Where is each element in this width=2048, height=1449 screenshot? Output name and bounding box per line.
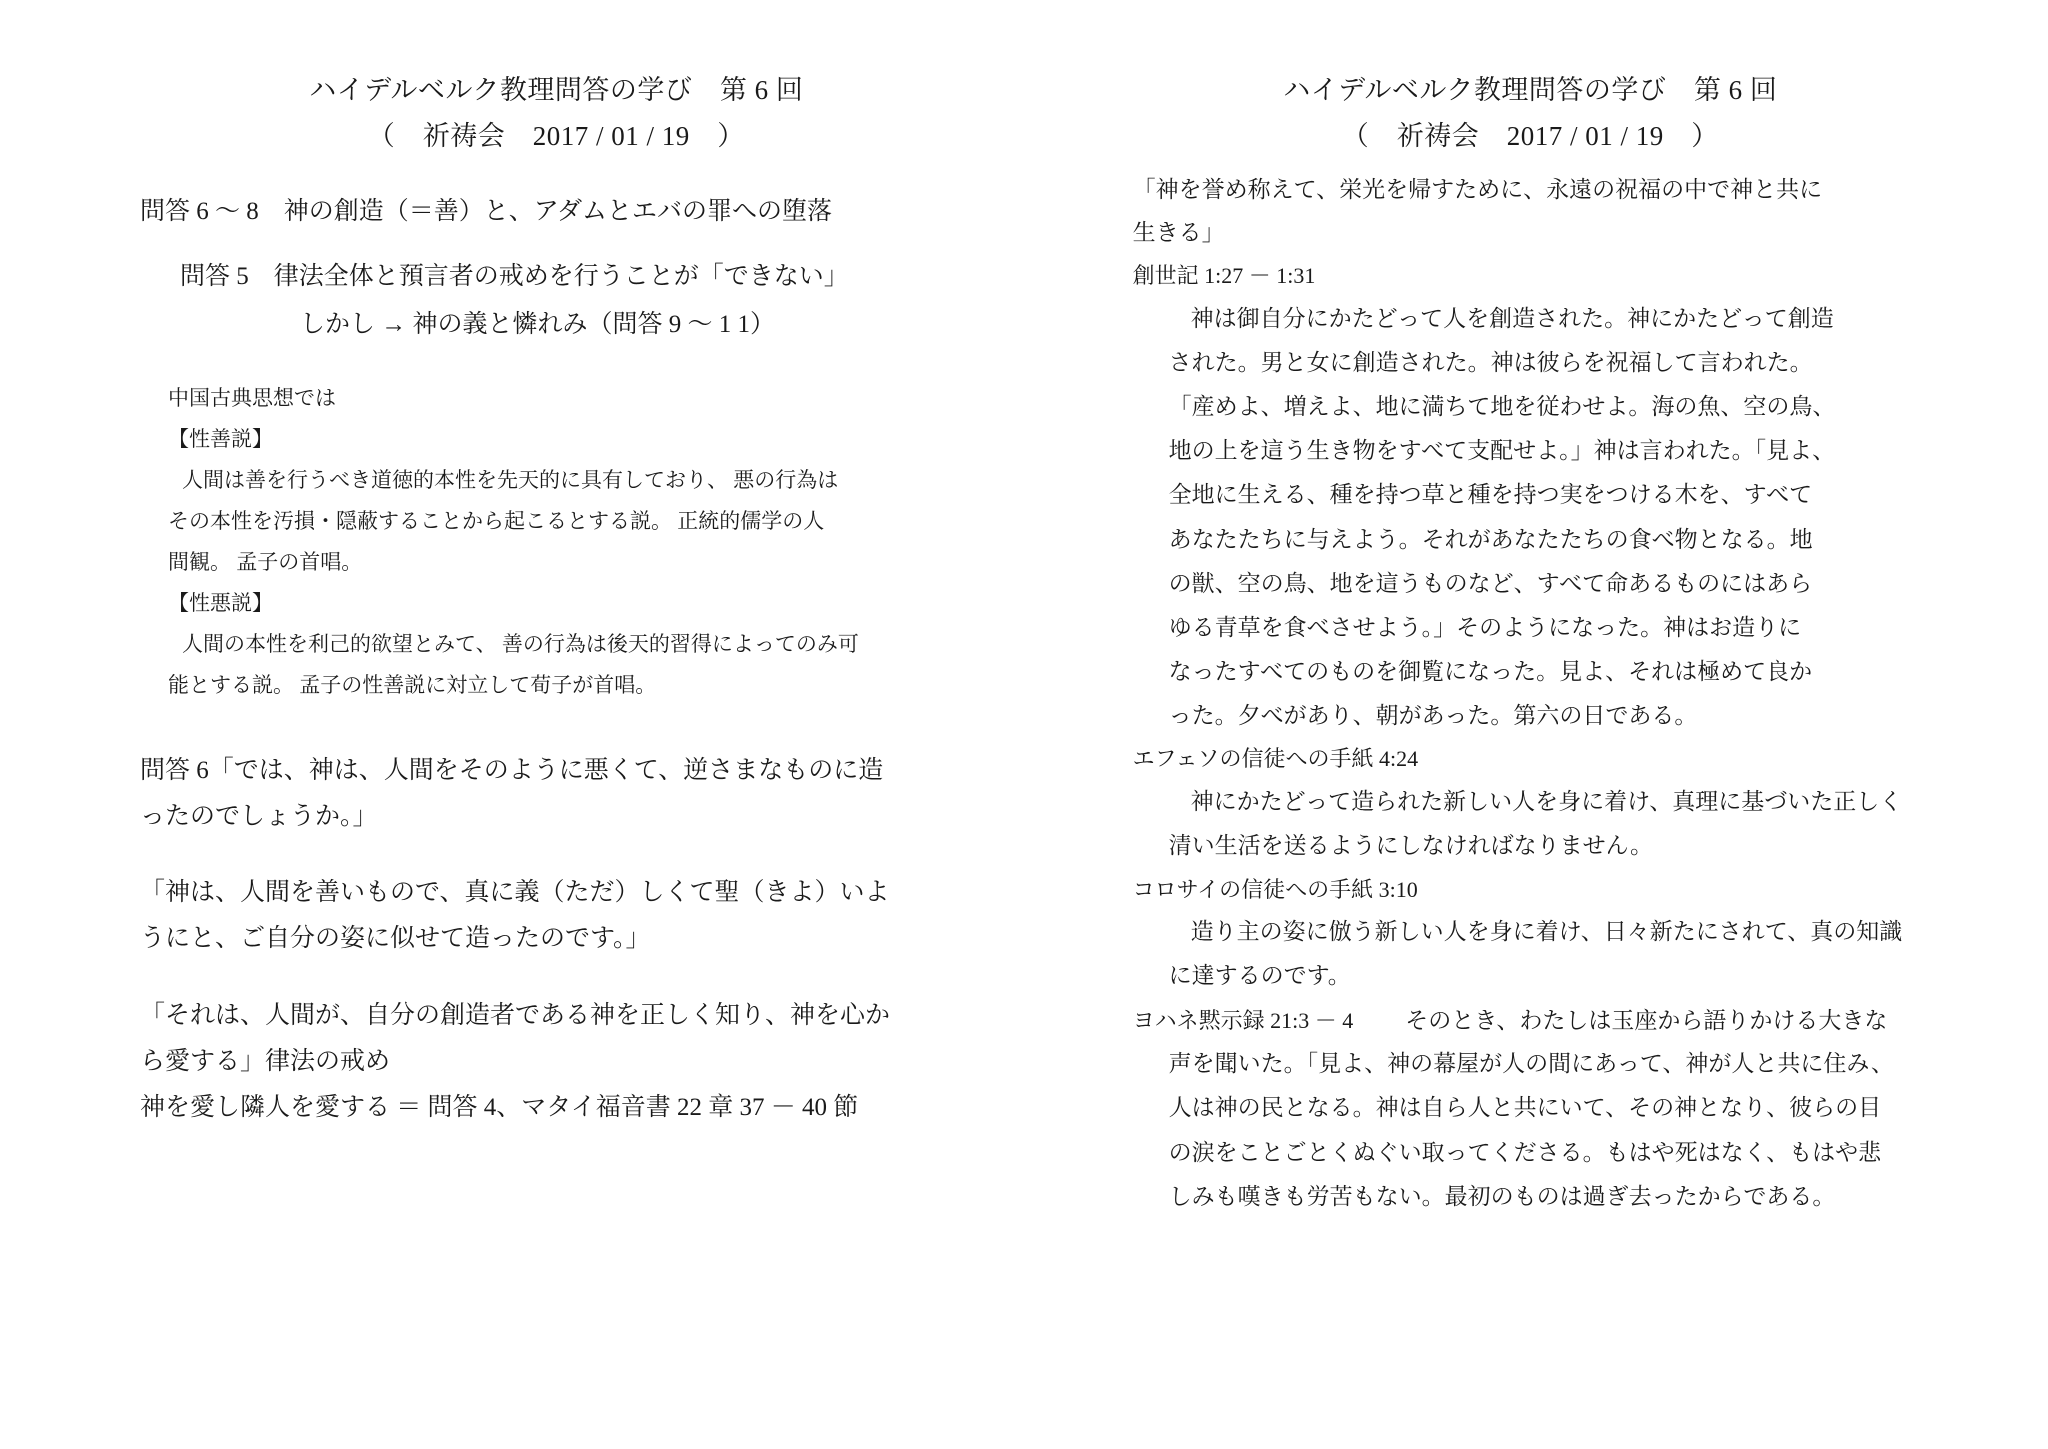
scripture-ref-revelation: ヨハネ黙示録 21:3 － 4 bbox=[1132, 1007, 1354, 1033]
question-5-line-1: 問答 5 律法全体と預言者の戒めを行うことが「できない」 bbox=[180, 263, 849, 291]
question-6-line-1: 問答 6「では、神は、人間をそのように悪くて、逆さまなものに造 bbox=[140, 756, 884, 784]
colossians-line: に達するのです。 bbox=[1168, 963, 1351, 989]
genesis-line: った。夕べがあり、朝があった。第六の日である。 bbox=[1168, 703, 1698, 729]
answer-6-line-1: 「神は、人間を善いもので、真に義（ただ）しくて聖（きよ）いよ bbox=[140, 879, 890, 907]
scripture-ref-genesis: 創世記 1:27 － 1:31 bbox=[1132, 263, 1316, 289]
colossians-passage bbox=[1133, 910, 1928, 998]
left-page-subtitle: （ 祈祷会 2017 / 01 / 19 ） bbox=[367, 120, 745, 151]
answer-6b-line-1: 「それは、人間が、自分の創造者である神を正しく知り、神を心か bbox=[140, 1001, 891, 1029]
spacer bbox=[140, 235, 973, 253]
genesis-line: 「産めよ、増えよ、地に満ちて地を従わせよ。海の魚、空の鳥、 bbox=[1168, 394, 1836, 420]
left-page-title: ハイデルベルク教理問答の学び 第 6 回 bbox=[309, 75, 804, 105]
genesis-passage bbox=[1133, 297, 1928, 739]
seiakusetsu-title: 【性悪説】 bbox=[168, 590, 273, 615]
genesis-line: 神は御自分にかたどって人を創造された。神にかたどって創造 bbox=[1190, 305, 1834, 331]
spacer bbox=[140, 158, 973, 188]
answer-6-line-2: うにと、ご自分の姿に似せて造ったのです。」 bbox=[140, 925, 651, 953]
seizensetsu-body-line: その本性を汚損・隠蔽することから起こるとする説。 正統的儒学の人 bbox=[168, 509, 825, 533]
left-column bbox=[60, 70, 1023, 1409]
revelation-passage bbox=[1133, 1042, 1928, 1219]
genesis-line: なったすべてのものを御覧になった。見よ、それは極めて良か bbox=[1168, 659, 1813, 685]
question-5-line-2: しかし → 神の義と憐れみ（問答 9 ～ 1 1） bbox=[300, 310, 776, 338]
spacer bbox=[140, 840, 973, 870]
purpose-quote-line-1: 「神を誉め称えて、栄光を帰すために、永遠の祝福の中で神と共に bbox=[1132, 176, 1823, 202]
genesis-line: 全地に生える、種を持つ草と種を持つ実をつける木を、すべて bbox=[1168, 482, 1813, 508]
ephesians-line: 清い生活を送るようにしなければなりません。 bbox=[1168, 833, 1654, 859]
scripture-ref-ephesians: エフェソの信徒への手紙 4:24 bbox=[1132, 746, 1419, 772]
answer-6b-line-2: ら愛する」律法の戒め bbox=[140, 1047, 391, 1075]
genesis-line: 地の上を這う生き物をすべて支配せよ。」神は言われた。「見よ、 bbox=[1168, 438, 1836, 464]
revelation-line: の涙をことごとくぬぐい取ってくださる。もはや死はなく、もはや悲 bbox=[1168, 1139, 1882, 1165]
seizensetsu-body-line: 人間は善を行うべき道徳的本性を先天的に具有しており、 悪の行為は bbox=[182, 468, 839, 493]
right-column bbox=[1023, 70, 1988, 1409]
heading-questions-6-8: 問答 6 ～ 8 神の創造（＝善）と、アダムとエバの罪への堕落 bbox=[140, 197, 833, 225]
chinese-thought-heading: 中国古典思想では bbox=[168, 386, 336, 411]
ephesians-line: 神にかたどって造られた新しい人を身に着け、真理に基づいた正しく bbox=[1190, 789, 1903, 815]
genesis-line: の獣、空の鳥、地を這うものなど、すべて命あるものにはあら bbox=[1168, 570, 1813, 596]
seizensetsu-title: 【性善説】 bbox=[168, 427, 273, 452]
seizensetsu-body-line: 間観。 孟子の首唱。 bbox=[168, 549, 363, 574]
right-page-subtitle: （ 祈祷会 2017 / 01 / 19 ） bbox=[1341, 120, 1719, 151]
colossians-line: 造り主の姿に倣う新しい人を身に着け、日々新たにされて、真の知識 bbox=[1190, 919, 1903, 945]
genesis-line: ゆる青草を食べさせよう。」そのようになった。神はお造りに bbox=[1168, 614, 1802, 640]
ephesians-passage bbox=[1133, 780, 1928, 868]
genesis-line: あなたたちに与えよう。それがあなたたちの食べ物となる。地 bbox=[1168, 526, 1813, 552]
spacer bbox=[1133, 158, 1928, 168]
revelation-ref-row bbox=[1133, 999, 1928, 1043]
revelation-first-line: そのとき、わたしは玉座から語りかける大きな bbox=[1405, 1007, 1888, 1033]
spacer bbox=[140, 963, 973, 993]
right-page-title: ハイデルベルク教理問答の学び 第 6 回 bbox=[1283, 75, 1778, 105]
revelation-line: 声を聞いた。「見よ、神の幕屋が人の間にあって、神が人と共に住み、 bbox=[1168, 1051, 1894, 1077]
revelation-line: 人は神の民となる。神は自ら人と共にいて、その神となり、彼らの目 bbox=[1168, 1095, 1882, 1121]
spacer bbox=[140, 706, 973, 748]
seiakusetsu-body-line: 能とする説。 孟子の性善説に対立して荀子が首唱。 bbox=[168, 672, 657, 697]
genesis-line: された。男と女に創造された。神は彼らを祝福して言われた。 bbox=[1168, 350, 1813, 376]
purpose-quote-line-2: 生きる」 bbox=[1132, 220, 1225, 246]
seiakusetsu-body-line: 人間の本性を利己的欲望とみて、 善の行為は後天的習得によってのみ可 bbox=[182, 631, 859, 656]
answer-6b-line-3: 神を愛し隣人を愛する ＝ 問答 4、マタイ福音書 22 章 37 － 40 節 bbox=[140, 1094, 859, 1122]
scripture-ref-colossians: コロサイの信徒への手紙 3:10 bbox=[1132, 876, 1418, 902]
spacer bbox=[140, 348, 973, 378]
question-6-line-2: ったのでしょうか。」 bbox=[140, 802, 378, 830]
revelation-line: しみも嘆きも労苦もない。最初のものは過ぎ去ったからである。 bbox=[1168, 1183, 1836, 1209]
